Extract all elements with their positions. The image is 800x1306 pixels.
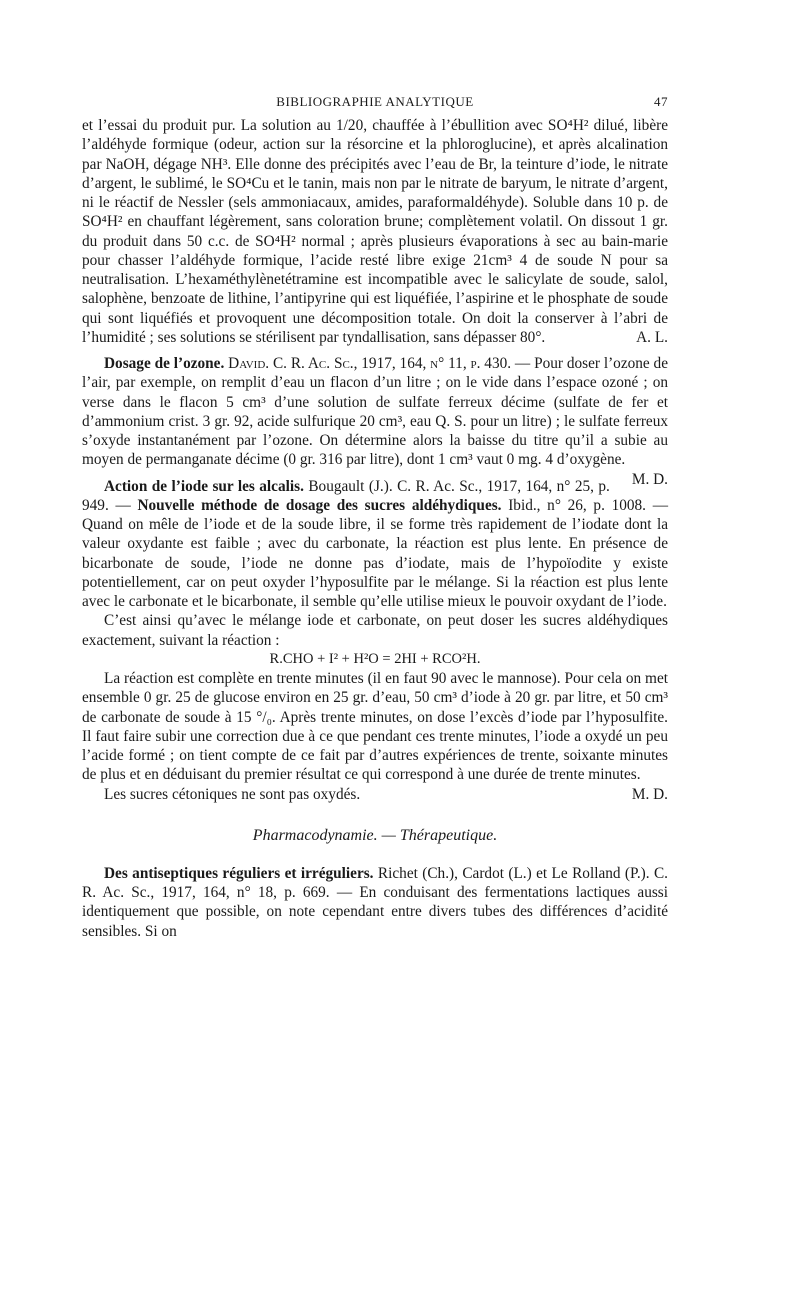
abstract-reference: Ibid., n° 26, p. 1008. — [508,496,668,514]
abstract-heading: Action de l’iode sur les alcalis. [104,477,304,495]
author-initials: M. D. [631,785,668,803]
abstract-reference: Bougault (J.). C. R. Ac. Sc., 1917, 164, n° 25, p. 949. — [82,477,610,514]
abstract-text: Pour doser l’ozone de l’air, par exemple, on remplit d’eau un flacon d’un litre ; on le vide dans l’espace ozoné ; on verse dans le flacon 5 cm³ d’une solution de sulfate ferreux décime (sulfate de fer et d’ammonium crist. 3 gr. 92, acide sulfurique 20 cm³, eau Q. S. pour un litre) ; le sulfate ferreux s’oxyde instantanément par l’ozone. On détermine alors la baisse du titre qu’il a subie au moyen de permanganate décime (0 gr. 316 par litre), dont 1 cm³ vaut 0 mg. 4 d’oxygène. [82,355,668,469]
chemical-equation: R.CHO + I² + H²O = 2HI + RCO²H. [269,650,481,667]
page-number: 47 [654,94,668,109]
abstract-text: Quand on mêle de l’iode et de la soude libre, il se forme très rapidement de l’iodate dont la valeur oxydante est faible ; avec du carbonate, la réaction est plus lente. En présence de bicarbonate de soude, l’iode ne donne pas d’iodate, mais de l’hypoïodite y existe potentiellement, car on peut oxyder l’hyposulfite par le mélange. Si la réaction est plus lente avec le carbonate et le bicarbonate, il semble qu’elle utilise mieux le pouvoir oxydant de l’iode. [82,516,668,610]
paragraph-method [82,611,668,650]
abstract-reference: Richet (Ch.), Cardot (L.) et Le Rolland (P.). C. R. Ac. Sc., 1917, 164, n° 18, p. 669. — [82,864,668,901]
paragraph-text: Les sucres cétoniques ne sont pas oxydés. [104,785,361,803]
section-heading: Pharmacodynamie. — Thérapeutique. [252,826,498,844]
abstract-heading: Dosage de l’ozone. [104,355,225,372]
paragraph-text: La réaction est complète en trente minutes (il en faut 90 avec le mannose). Pour cela on met ensemble 0 gr. 25 de glucose environ en 25 gr. d’eau, 50 cm³ d’iode à 20 gr. par litre, et 50 cm³ de carbonate de soude à 15 °/₀. Après trente minutes, on dose l’excès d’iode par l’hyposulfite. Il faut faire subir une correction due à ce que pendant ces trente minutes, l’iode a oxydé un peu l’acide formé ; on tient compte de ce fait par d’autres expériences de trente, soixante minutes de plus et en déduisant du premier résultat ce qui correspond à une durée de trente minutes. [82,670,668,784]
author-initials: A. L. [636,328,668,346]
paragraph-text: C’est ainsi qu’avec le mélange iode et carbonate, on peut doser les sucres aldéhydiques exactement, suivant la réaction : [82,612,668,649]
paragraph-hexamine [82,116,668,347]
abstract-reference: David. C. R. Ac. Sc., 1917, 164, n° 11, p. 430. — [228,355,531,372]
header-title: BIBLIOGRAPHIE ANALYTIQUE [276,94,474,109]
paragraph-note [82,785,668,804]
running-header [82,94,668,116]
abstract-antiseptiques [82,864,668,941]
abstract-heading: Des antiseptiques réguliers et irréguliers. [104,864,374,882]
author-initials: M. D. [631,470,668,488]
paragraph-text: et l’essai du produit pur. La solution au 1/20, chauffée à l’ébullition avec SO⁴H² dilué, libère l’aldéhyde formique (odeur, action sur la résorcine et la phloroglucine), et après alcalination par NaOH, dégage NH³. Elle donne des précipités avec l’eau de Br, la teinture d’iode, le nitrate d’argent, le sublimé, le SO⁴Cu et le tanin, mais non par le nitrate de baryum, le nitrate d’argent, ni le réactif de Nessler (sels ammoniacaux, amides, paraformaldéhyde). Soluble dans 10 p. de SO⁴H² en chauffant légèrement, sans coloration brune; complètement volatil. On dissout 1 gr. du produit dans 50 c.c. de SO⁴H² normal ; après plusieurs évaporations à sec au bain-marie pour chasser l’aldéhyde formique, l’acide resté libre exige 21cm³ 4 de soude N pour sa neutralisation. L’hexaméthylènetétramine est incompatible avec le salicylate de soude, salol, salophène, benzoate de lithine, l’antipyrine qui est liquéfiée, l’aspirine et le phosphate de soude qui sont liquéfiés et provoquent une décomposition totale. On doit la conserver à l’abri de l’humidité ; ses solutions se stérilisent par tyndallisation, sans dépasser 80°. [82,117,668,346]
abstract-iode [82,477,668,612]
abstract-heading: Nouvelle méthode de dosage des sucres aldéhydiques. [137,496,502,514]
abstract-text: En conduisant des fermentations lactiques aussi identiquement que possible, on note cependant entre divers tubes des différences d’acidité sensibles. Si on [82,884,669,940]
page-body [82,94,668,941]
